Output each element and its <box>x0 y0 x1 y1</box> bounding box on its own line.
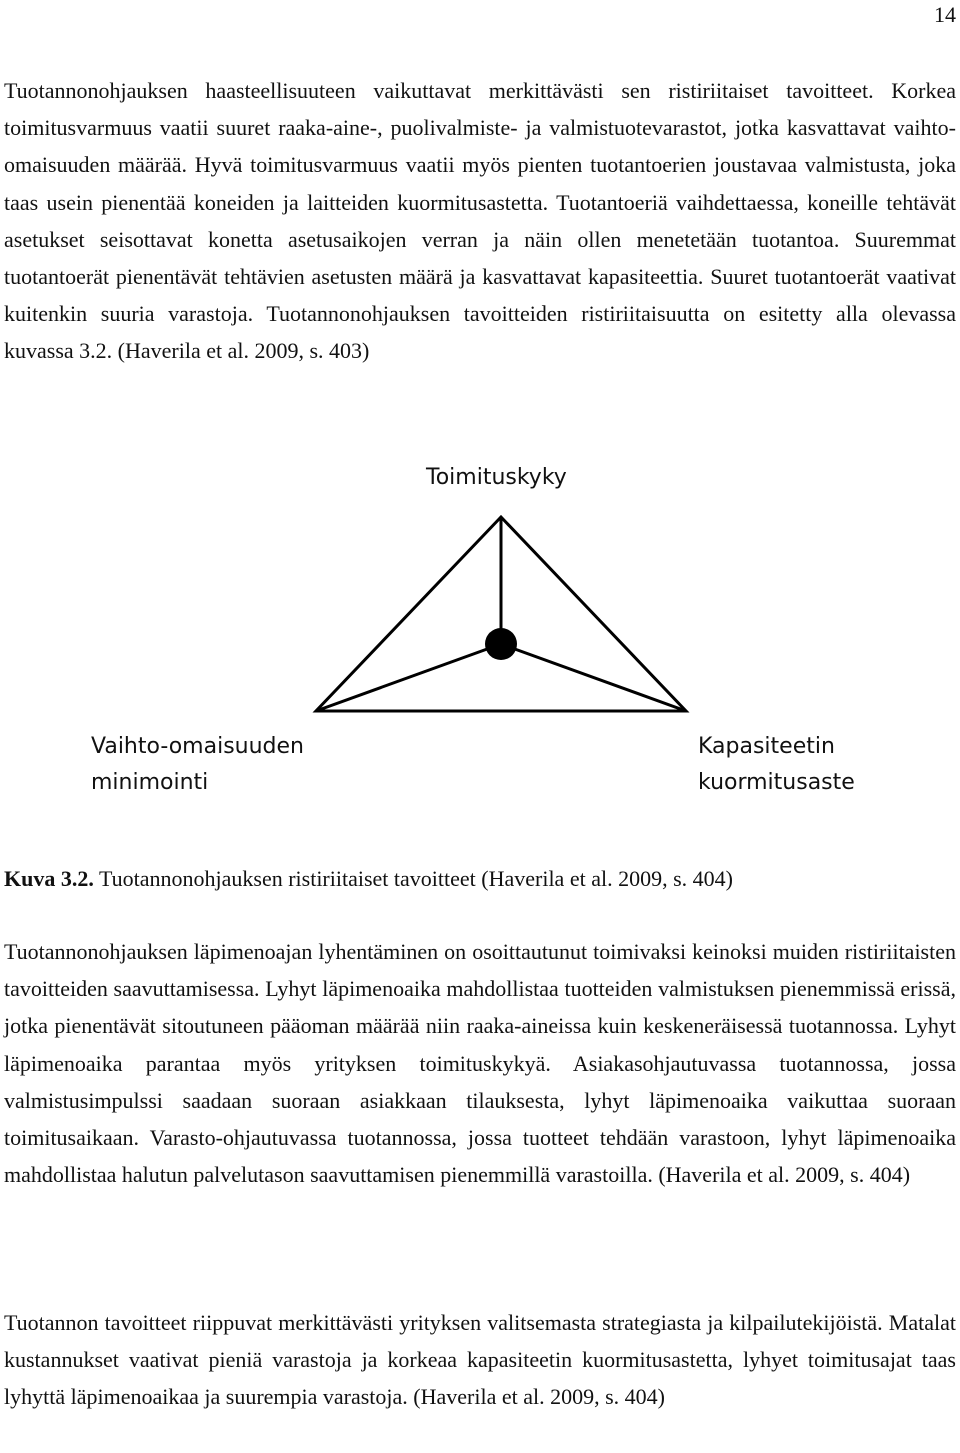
paragraph-lead-time: Tuotannonohjauksen läpimenoajan lyhentäminen on osoittautunut toimivaksi keinoksi muiden ristiriitaisten tavoitteiden saavuttamisessa. Lyhyt läpimenoaika mahdollistaa tuotteiden valmistuksen pienemmissä erissä, jotka pienentävät sitoutuneen pääoman määrää niin raaka-aineissa kuin keskeneräisessä tuotannossa. Lyhyt läpimenoaika parantaa myös yrityksen toimituskykyä. Asiakasohjautuvassa tuotannossa, jossa valmistusimpulssi saadaan suoraan asiakkaan tilauksesta, lyhyt läpimenoaika vaikuttaa suoraan toimitusaikaan. Varasto-ohjautuvassa tuotannossa, jossa tuotteet tehdään varastoon, lyhyt läpimenoaika mahdollistaa halutun palvelutason saavuttamisen pienemmillä varastoilla. (Haverila et al. 2009, s. 404) <box>4 939 956 1188</box>
label-left-line-2: minimointi <box>91 770 209 795</box>
paragraph-intro: Tuotannonohjauksen haasteellisuuteen vaikuttavat merkittävästi sen ristiriitaiset tavoitteet. Korkea toimitusvarmuus vaatii suuret raaka-aine-, puolivalmiste- ja valmistuotevarastot, jotka kasvattavat vaihto-omaisuuden määrää. Hyvä toimitusvarmuus vaatii myös pienten tuotantoerien joustavaa valmistusta, joka taas usein pienentää koneiden ja laitteiden kuormitusastetta. Tuotantoeriä vaihdettaessa, koneille tehtävät asetukset seisottavat konetta asetusaikojen verran ja näin ollen menetetään tuotantoa. Suuremmat tuotantoerät pienentävät tehtävien asetusten määrä ja kasvattavat kapasiteettia. Suuret tuotantoerät vaativat kuitenkin suuria varastoja. Tuotannonohjauksen tavoitteiden ristiriitaisuutta on esitetty alla olevassa kuvassa 3.2. (Haverila et al. 2009, s. 403) <box>4 78 956 364</box>
center-dot <box>485 628 517 660</box>
figure-caption <box>4 860 956 897</box>
triangle-line-left <box>316 644 501 711</box>
label-right-line-2: kuormitusaste <box>698 770 855 795</box>
page-number: 14 <box>934 2 956 27</box>
label-vaihto-omaisuus <box>91 729 304 801</box>
triangle-line-right <box>501 644 686 711</box>
caption-text: Tuotannonohjauksen ristiriitaiset tavoitteet (Haverila et al. 2009, s. 404) <box>93 866 733 891</box>
figure-triangle-diagram <box>80 450 900 810</box>
caption-number: Kuva 3.2. <box>4 866 94 891</box>
paragraph-strategy: Tuotannon tavoitteet riippuvat merkittävästi yrityksen valitsemasta strategiasta ja kilpailutekijöistä. Matalat kustannukset vaativat pieniä varastoja ja korkeaa kapasiteetin kuormitusastetta, lyhyet toimitusajat taas lyhyttä läpimenoaikaa ja suurempia varastoja. (Haverila et al. 2009, s. 404) <box>4 1310 956 1410</box>
label-left-line-1: Vaihto-omaisuuden <box>91 734 304 759</box>
label-right-line-1: Kapasiteetin <box>698 734 835 759</box>
label-kapasiteetti <box>698 729 855 801</box>
label-toimituskyky: Toimituskyky <box>426 465 567 490</box>
